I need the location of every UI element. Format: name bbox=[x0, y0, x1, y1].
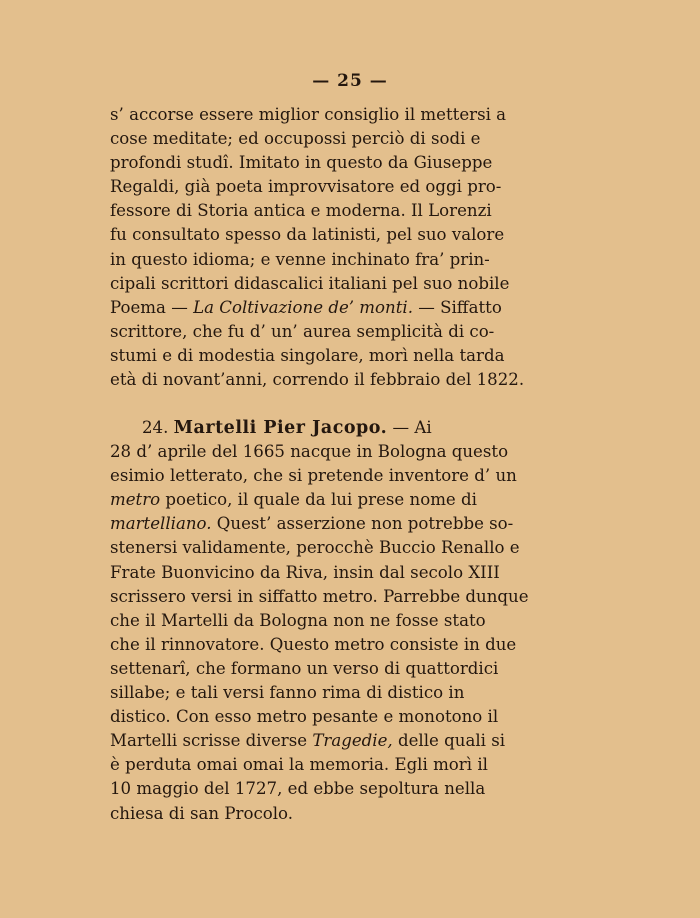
text-line bbox=[110, 729, 551, 753]
italic-text: Tragedie, bbox=[312, 731, 393, 751]
text-segment: profondi studî. Imitato in questo da Giuseppe bbox=[110, 153, 493, 173]
text-line bbox=[110, 705, 551, 729]
text-segment: — Ai bbox=[387, 418, 432, 437]
text-segment: 10 maggio del 1727, ed ebbe sepoltura nella bbox=[110, 779, 486, 799]
text-line bbox=[110, 681, 551, 705]
paragraph-lorenzi-end bbox=[110, 103, 551, 392]
text-line bbox=[110, 151, 551, 175]
text-line bbox=[110, 657, 551, 681]
text-line bbox=[110, 802, 551, 826]
text-segment: età di novant’anni, correndo il febbraio del 1822. bbox=[110, 370, 525, 390]
text-segment: distico. Con esso metro pesante e monotono il bbox=[110, 707, 499, 727]
text-line bbox=[110, 585, 551, 609]
text-segment: 24. bbox=[142, 418, 174, 437]
text-line bbox=[110, 753, 551, 777]
text-segment: fu consultato spesso da latinisti, pel suo valore bbox=[110, 225, 505, 245]
text-segment: sillabe; e tali versi fanno rima di distico in bbox=[110, 683, 465, 703]
text-line bbox=[110, 320, 551, 344]
text-line bbox=[110, 223, 551, 247]
text-segment: è perduta omai omai la memoria. Egli morì il bbox=[110, 755, 488, 775]
text-segment: stumi e di modestia singolare, morì nella tarda bbox=[110, 345, 505, 365]
text-line bbox=[110, 464, 551, 488]
text-line bbox=[110, 248, 551, 272]
text-line bbox=[110, 103, 551, 127]
text-line bbox=[110, 440, 551, 464]
italic-text: martelliano. bbox=[110, 514, 212, 534]
page-number: — 25 — bbox=[312, 71, 388, 91]
text-segment: che il rinnovatore. Questo metro consiste in due bbox=[110, 634, 517, 654]
text-segment: s’ accorse essere miglior consiglio il mettersi a bbox=[110, 105, 507, 124]
text-segment: fessore di Storia antica e moderna. Il Lorenzi bbox=[110, 201, 492, 221]
text-line bbox=[110, 368, 551, 392]
italic-text: metro bbox=[110, 490, 161, 510]
text-segment: esimio letterato, che si pretende inventore d’ un bbox=[110, 466, 517, 486]
text-line bbox=[110, 777, 551, 801]
text-line bbox=[110, 561, 551, 585]
text-segment: — Siffatto bbox=[412, 297, 502, 317]
text-segment: Quest’ asserzione non potrebbe so- bbox=[211, 514, 514, 534]
text-segment: 28 d’ aprile del 1665 nacque in Bologna questo bbox=[110, 442, 509, 462]
text-line bbox=[110, 199, 551, 223]
text-segment: settenarî, che formano un verso di quattordici bbox=[110, 658, 499, 678]
text-line bbox=[110, 512, 551, 536]
text-segment: cose meditate; ed occupossi perciò di sodi e bbox=[110, 129, 481, 149]
text-line bbox=[110, 296, 551, 320]
text-line bbox=[110, 536, 551, 560]
text-segment: Regaldi, già poeta improvvisatore ed oggi pro- bbox=[110, 177, 502, 197]
text-segment: poetico, il quale da lui prese nome di bbox=[160, 490, 477, 510]
text-line bbox=[110, 127, 551, 151]
italic-text: La Coltivazione de’ monti. bbox=[193, 297, 413, 317]
text-segment: cipali scrittori didascalici italiani pel suo nobile bbox=[110, 273, 510, 293]
text-segment: scrissero versi in siffatto metro. Parrebbe dunque bbox=[110, 586, 529, 606]
text-line bbox=[110, 344, 551, 368]
text-segment: stenersi validamente, perocchè Buccio Renallo e bbox=[110, 538, 520, 558]
text-segment: che il Martelli da Bologna non ne fosse stato bbox=[110, 610, 486, 630]
text-segment: scrittore, che fu d’ un’ aurea semplicità di co- bbox=[110, 321, 495, 341]
text-segment: Poema — bbox=[110, 297, 194, 317]
text-line bbox=[110, 488, 551, 512]
text-segment: Frate Buonvicino da Riva, insin dal secolo XIII bbox=[110, 562, 500, 582]
text-line bbox=[110, 175, 551, 199]
text-segment: delle quali si bbox=[392, 731, 506, 751]
text-line bbox=[110, 416, 551, 440]
text-line bbox=[110, 272, 551, 296]
text-line bbox=[110, 609, 551, 633]
text-segment: in questo idioma; e venne inchinato fra’ prin- bbox=[110, 249, 490, 269]
bold-heading-text: Martelli Pier Jacopo. bbox=[173, 418, 388, 438]
text-line bbox=[110, 633, 551, 657]
paragraph-martelli-entry bbox=[110, 416, 551, 826]
text-segment: Martelli scrisse diverse bbox=[110, 731, 313, 751]
text-segment: chiesa di san Procolo. bbox=[110, 803, 294, 823]
